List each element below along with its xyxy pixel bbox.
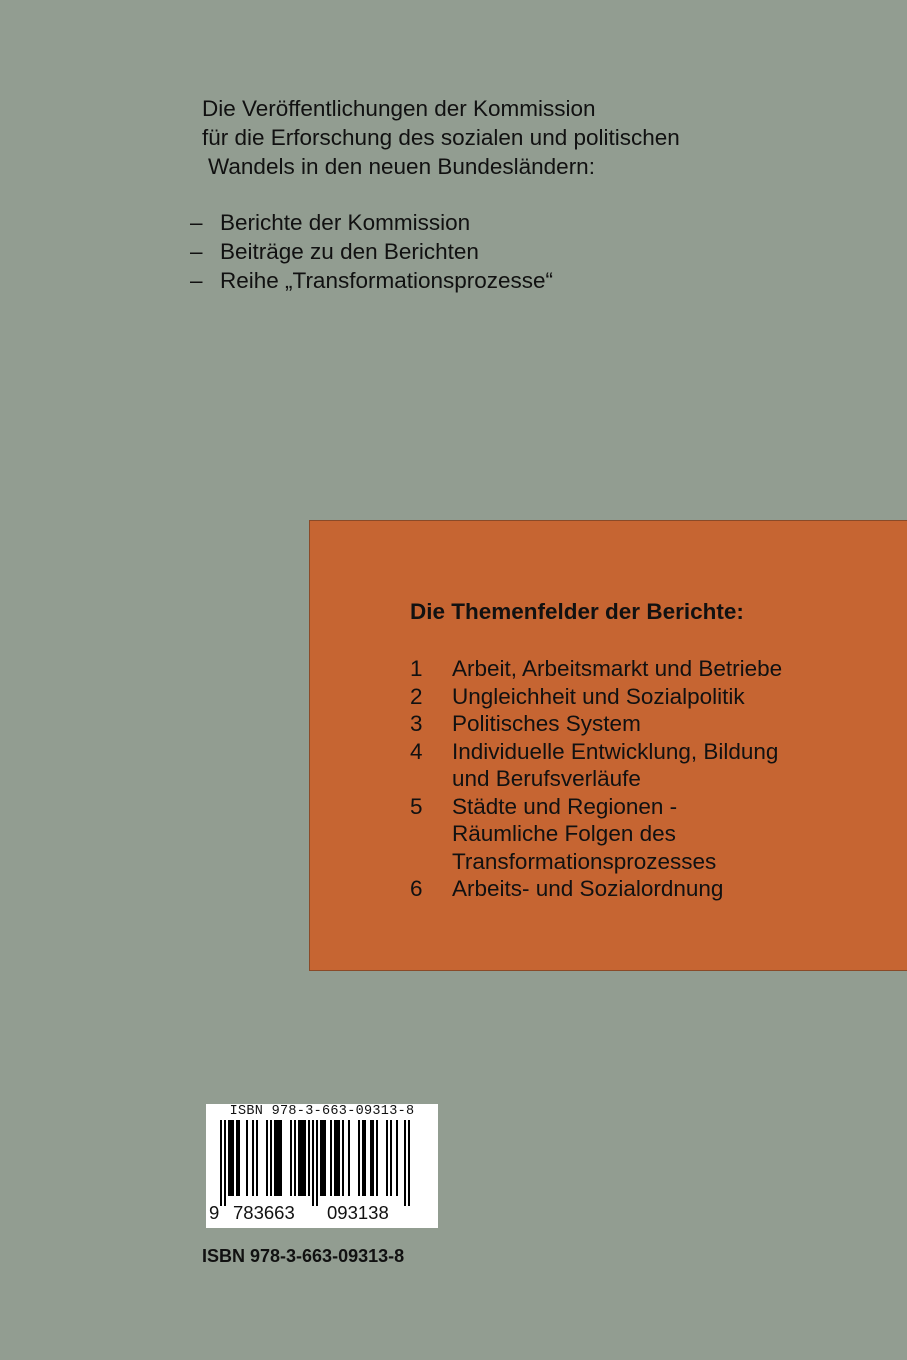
theme-label: Politisches System [452, 711, 641, 736]
barcode-bar [372, 1120, 374, 1196]
barcode-bar [274, 1120, 276, 1196]
barcode-bar [348, 1120, 350, 1196]
barcode-bar [266, 1120, 268, 1196]
barcode-bar [396, 1120, 398, 1196]
barcode-bar [358, 1120, 360, 1196]
dash-bullet: – [190, 210, 203, 235]
list-item [190, 266, 810, 295]
barcode-bar [362, 1120, 364, 1196]
theme-label: Transformationsprozesses [452, 848, 717, 874]
barcode-bar [338, 1120, 340, 1196]
barcode-bar [302, 1120, 304, 1196]
barcode-bar [300, 1120, 302, 1196]
barcode-bar [364, 1120, 366, 1196]
theme-number: 3 [410, 711, 423, 736]
theme-label: und Berufsverläufe [452, 766, 641, 791]
publication-label: Beiträge zu den Berichten [220, 239, 479, 264]
barcode-digits [206, 1202, 438, 1226]
barcode-bar [334, 1120, 336, 1196]
barcode-guard-bar [224, 1120, 226, 1206]
barcode-left-group: 783663 [233, 1202, 295, 1223]
list-item [190, 208, 810, 237]
barcode-isbn-text: ISBN 978-3-663-09313-8 [229, 1104, 415, 1119]
barcode-bar [320, 1120, 322, 1196]
barcode-bar [290, 1120, 292, 1196]
barcode-bar [270, 1120, 272, 1196]
theme-number: 2 [410, 683, 423, 709]
barcode-bar [330, 1120, 332, 1196]
barcode-guard-bar [408, 1120, 410, 1206]
theme-label: Räumliche Folgen des [452, 821, 676, 846]
dash-bullet: – [190, 268, 203, 293]
barcode [206, 1104, 438, 1228]
barcode-bar [276, 1120, 278, 1196]
list-item [410, 793, 782, 876]
list-item [410, 655, 782, 683]
barcode-bar [322, 1120, 324, 1196]
barcode-bar [228, 1120, 230, 1196]
publication-label: Reihe „Transformationsprozesse“ [220, 268, 554, 293]
publication-label: Berichte der Kommission [220, 210, 471, 235]
theme-number: 5 [410, 793, 423, 819]
barcode-bar [230, 1120, 232, 1196]
barcode-first-digit: 9 [209, 1202, 220, 1223]
barcode-right-group: 093138 [327, 1202, 389, 1223]
barcode-guard-bar [316, 1120, 318, 1206]
barcode-bar [336, 1120, 338, 1196]
barcode-bar [386, 1120, 388, 1196]
barcode-bar [236, 1120, 238, 1196]
isbn-label: ISBN 978-3-663-09313-8 [202, 1246, 405, 1266]
barcode-bar [390, 1120, 392, 1196]
barcode-bar [370, 1120, 372, 1196]
barcode-bar [324, 1120, 326, 1196]
theme-label: Arbeits- und Sozialordnung [452, 876, 724, 901]
barcode-bar [252, 1120, 254, 1196]
barcode-bar [376, 1120, 378, 1196]
list-item [410, 875, 782, 903]
barcode-guard-bar [404, 1120, 406, 1206]
barcode-guard-bar [220, 1120, 222, 1206]
barcode-guard-bar [312, 1120, 314, 1206]
intro-line: Die Veröffentlichungen der Kommission [202, 96, 596, 121]
publications-list [190, 208, 810, 295]
theme-label: Arbeit, Arbeitsmarkt und Betriebe [452, 656, 783, 681]
list-item [410, 683, 782, 711]
theme-number: 1 [410, 656, 423, 681]
barcode-bar [342, 1120, 344, 1196]
list-item [410, 710, 782, 738]
theme-number: 4 [410, 738, 423, 764]
intro-line: für die Erforschung des sozialen und politischen [202, 125, 680, 150]
barcode-bar [308, 1120, 310, 1196]
themes-title: Die Themenfelder der Berichte: [410, 599, 744, 624]
barcode-bars [220, 1120, 424, 1206]
barcode-bar [304, 1120, 306, 1196]
barcode-bar [256, 1120, 258, 1196]
barcode-bar [232, 1120, 234, 1196]
list-item [190, 237, 810, 266]
theme-label: Städte und Regionen - [452, 793, 678, 819]
barcode-bar [238, 1120, 240, 1196]
barcode-bar [278, 1120, 280, 1196]
barcode-bar [298, 1120, 300, 1196]
intro-text [202, 94, 822, 181]
themes-list [410, 655, 782, 903]
theme-label: Ungleichheit und Sozialpolitik [452, 683, 745, 709]
themes-box [309, 520, 907, 971]
theme-number: 6 [410, 876, 423, 901]
barcode-bar [246, 1120, 248, 1196]
barcode-bar [294, 1120, 296, 1196]
theme-label: Individuelle Entwicklung, Bildung [452, 738, 779, 764]
intro-line: Wandels in den neuen Bundesländern: [208, 154, 595, 179]
barcode-bar [280, 1120, 282, 1196]
list-item [410, 738, 782, 793]
dash-bullet: – [190, 239, 203, 264]
